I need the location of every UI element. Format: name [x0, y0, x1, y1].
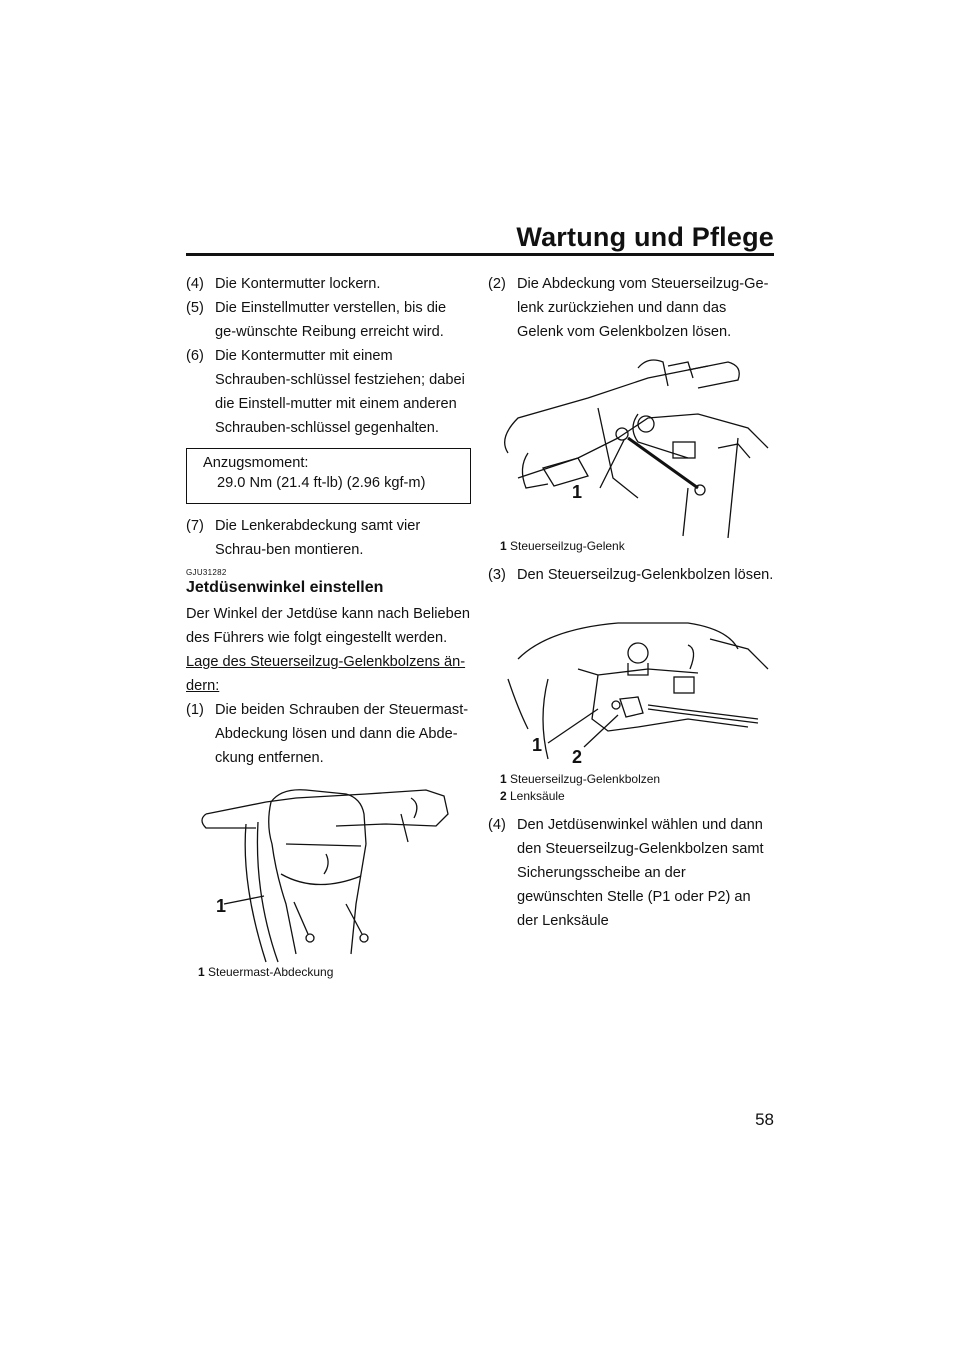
figure-callout-1: 1: [216, 896, 227, 916]
caption-number: 2: [500, 789, 507, 803]
step-text: Die Abdeckung vom Steuerseilzug-Ge-lenk zurückziehen und dann das Gelenk vom Gelenkbolzen lösen.: [517, 276, 769, 340]
step-3: [488, 563, 774, 587]
figure-caption: [500, 771, 774, 788]
figure-cable-joint: [488, 358, 774, 538]
step-number: (2): [488, 276, 506, 292]
cable-joint-illustration: [488, 358, 774, 538]
spec-label: Anzugsmoment:: [203, 455, 309, 471]
header-rule: [186, 253, 774, 256]
intro-paragraph: Der Winkel der Jetdüse kann nach Belieben des Führers wie folgt eingestellt werden.: [186, 606, 470, 646]
caption-text: Lenksäule: [510, 789, 565, 803]
step-text: Den Jetdüsenwinkel wählen und dann den Steuerseilzug-Gelenkbolzen samt Sicherungsscheibe an der gewünschten Stelle (P1 oder P2) an der Lenksäule: [517, 817, 764, 929]
step-text: Die Kontermutter mit einem Schrauben-schlüssel festziehen; dabei die Einstell-mutter mit einem anderen Schrauben-schlüssel gegenhalten.: [215, 348, 465, 436]
step-1: [186, 698, 471, 770]
torque-spec-box: [186, 448, 471, 504]
step-2: [488, 272, 774, 344]
figure-steering-cover: [186, 784, 471, 964]
reference-code: GJU31282: [186, 568, 227, 577]
caption-number: 1: [500, 539, 507, 553]
step-number: (7): [186, 518, 204, 534]
caption-text: Steuermast-Abdeckung: [208, 965, 334, 979]
step-5: [186, 296, 471, 344]
step-number: (4): [186, 276, 204, 292]
step-text: Die Kontermutter lockern.: [215, 276, 381, 292]
figure-cable-joint-bolt: [488, 609, 774, 769]
step-4b: [488, 813, 774, 933]
caption-text: Steuerseilzug-Gelenkbolzen: [510, 772, 661, 786]
right-column: [488, 272, 774, 933]
step-number: (5): [186, 300, 204, 316]
steering-cover-illustration: [186, 784, 471, 964]
step-number: (1): [186, 702, 204, 718]
figure-caption: [500, 538, 774, 555]
step-number: (4): [488, 817, 506, 833]
step-number: (6): [186, 348, 204, 364]
figure-callout-1: 1: [532, 735, 543, 755]
figure-caption: [198, 964, 471, 981]
step-4: [186, 272, 471, 296]
caption-number: 1: [500, 772, 507, 786]
page-number: 58: [755, 1110, 774, 1129]
step-text: Die beiden Schrauben der Steuermast-Abdeckung lösen und dann die Abde-ckung entfernen.: [215, 702, 469, 766]
step-7: [186, 514, 471, 562]
step-text: Die Lenkerabdeckung samt vier Schrau-ben montieren.: [215, 518, 421, 558]
step-6: [186, 344, 471, 440]
step-text: Die Einstellmutter verstellen, bis die ge-wünschte Reibung erreicht wird.: [215, 300, 447, 340]
left-column: [186, 272, 471, 981]
caption-text: Steuerseilzug-Gelenk: [510, 539, 625, 553]
caption-number: 1: [198, 965, 205, 979]
step-text: Den Steuerseilzug-Gelenkbolzen lösen.: [517, 567, 774, 583]
page-title: Wartung und Pflege: [516, 222, 774, 252]
section-heading: Jetdüsenwinkel einstellen: [186, 579, 384, 596]
figure-callout-2: 2: [572, 747, 583, 767]
spec-value: 29.0 Nm (21.4 ft-lb) (2.96 kgf-m): [217, 475, 426, 491]
figure-callout-1: 1: [572, 482, 583, 502]
figure-caption: [500, 788, 774, 805]
cable-joint-bolt-illustration: [488, 609, 774, 769]
step-number: (3): [488, 567, 506, 583]
subheading: Lage des Steuerseilzug-Gelenkbolzens än-dern:: [186, 654, 466, 694]
